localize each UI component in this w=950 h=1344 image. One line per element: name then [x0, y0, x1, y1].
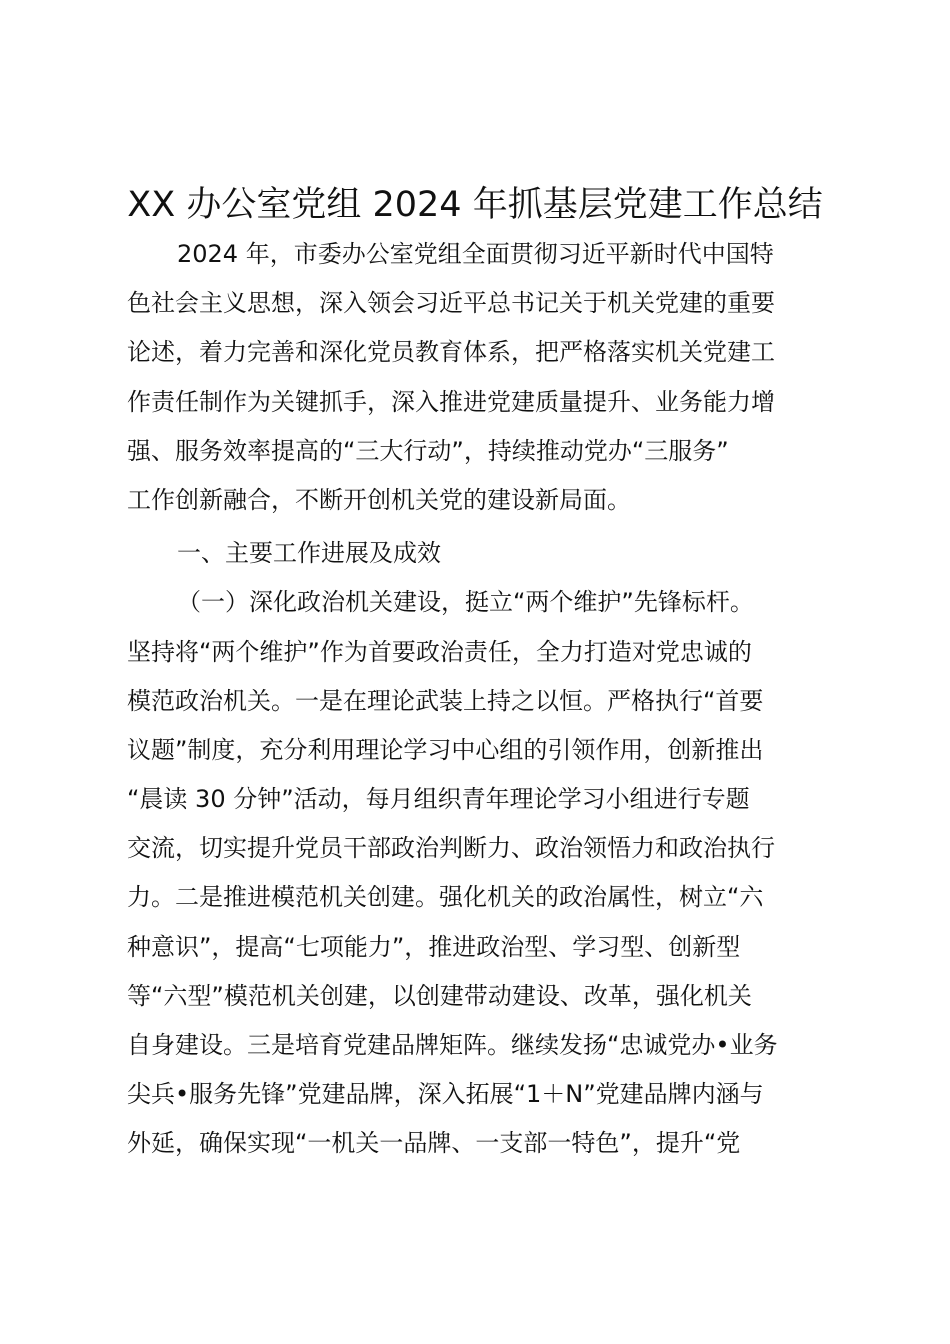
intro-paragraph — [127, 230, 837, 525]
paragraph-line: 强、服务效率提高的“三大行动”，持续推动党办“三服务” — [127, 436, 729, 465]
paragraph-line: 模范政治机关。一是在理论武装上持之以恒。严格执行“首要 — [127, 686, 764, 715]
document-title: XX 办公室党组 2024 年抓基层党建工作总结 — [127, 185, 823, 225]
paragraph-line: （一）深化政治机关建设，挺立“两个维护”先锋标杆。 — [177, 588, 754, 617]
paragraph-line: 工作创新融合，不断开创机关党的建设新局面。 — [127, 485, 631, 514]
paragraph-line: 2024 年，市委办公室党组全面贯彻习近平新时代中国特 — [177, 240, 774, 268]
paragraph-line: 自身建设。三是培育党建品牌矩阵。继续发扬“忠诚党办•业务 — [127, 1031, 778, 1059]
document-body — [127, 230, 837, 1169]
paragraph-line: 议题”制度，充分利用理论学习中心组的引领作用，创新推出 — [127, 735, 764, 764]
paragraph-line: 色社会主义思想，深入领会习近平总书记关于机关党建的重要 — [127, 289, 775, 318]
paragraph-line: 尖兵•服务先锋”党建品牌，深入拓展“1＋N”党建品牌内涵与 — [127, 1080, 764, 1109]
subsection-paragraph — [127, 578, 837, 1168]
paragraph-line: 论述，着力完善和深化党员教育体系，把严格落实机关党建工 — [127, 338, 775, 367]
paragraph-line: 外延，确保实现“一机关一品牌、一支部一特色”，提升“党 — [127, 1129, 741, 1158]
paragraph-line: “晨读 30 分钟”活动，每月组织青年理论学习小组进行专题 — [127, 785, 750, 814]
paragraph-line: 等“六型”模范机关创建，以创建带动建设、改革，强化机关 — [127, 981, 752, 1010]
paragraph-line: 交流，切实提升党员干部政治判断力、政治领悟力和政治执行 — [127, 834, 775, 863]
paragraph-line: 力。二是推进模范机关创建。强化机关的政治属性，树立“六 — [127, 883, 764, 912]
paragraph-line: 坚持将“两个维护”作为首要政治责任，全力打造对党忠诚的 — [127, 637, 752, 666]
paragraph-line: 种意识”，提高“七项能力”，推进政治型、学习型、创新型 — [127, 932, 741, 961]
section-heading: 一、主要工作进展及成效 — [177, 539, 441, 568]
paragraph-line: 作责任制作为关键抓手，深入推进党建质量提升、业务能力增 — [127, 387, 775, 416]
